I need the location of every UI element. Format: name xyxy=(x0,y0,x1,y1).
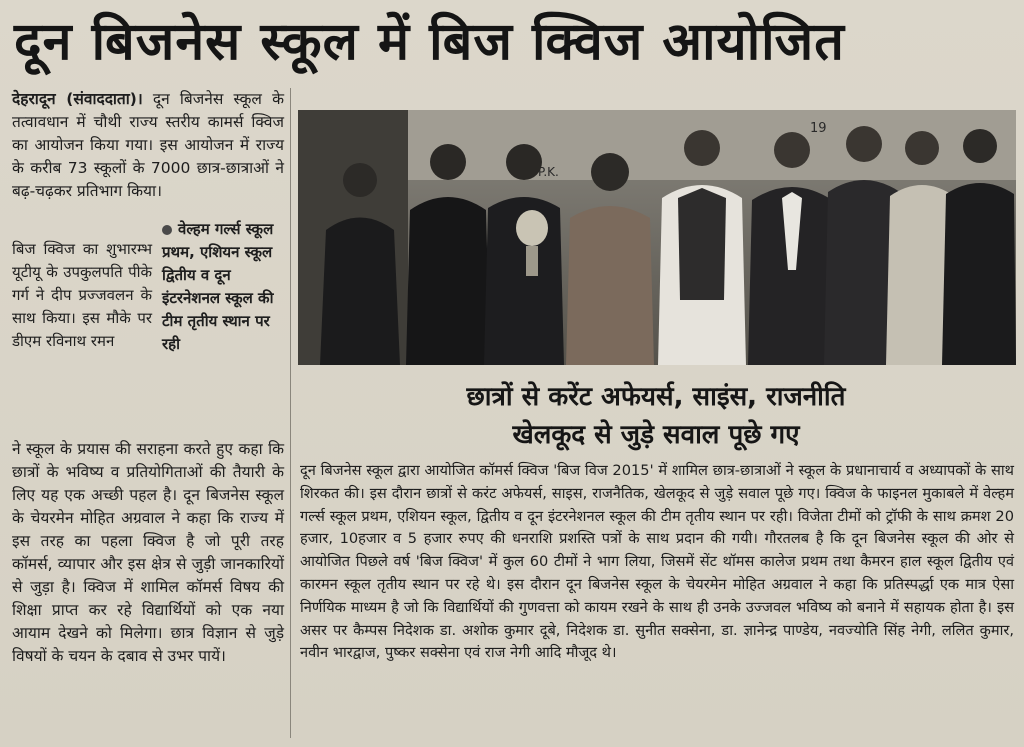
event-photo xyxy=(298,110,1016,365)
dateline: देहरादून (संवाददाता)। xyxy=(12,90,143,108)
banner-text-2: P.K. xyxy=(538,165,559,179)
lead-text: दून बिजनेस स्कूल के तत्वावधान में चौथी राज्य स्तरीय कामर्स क्विज का आयोजन किया गया। इस आयोजन में राज्य के करीब 73 स्कूलों के 7000 छात्र-छात्राओं ने बढ़-चढ़कर प्रतिभाग किया। xyxy=(12,90,284,200)
body-paragraph: दून बिजनेस स्कूल द्वारा आयोजित कॉमर्स क्विज 'बिज विज 2015' में शामिल छात्र-छात्राओं ने स्कूल के प्रधानाचार्य व अध्यापकों के साथ शिरकत की। इस दौरान छात्रों से करंट अफेयर्स, साइस, राजनैतिक, खेलकूद से जुड़े सवाल पूछे गए। क्विज के फाइनल मुकाबले में वेल्हम गर्ल्स स्कूल प्रथम, एशियन स्कूल, द्वितीय व दून इंटरनेशनल स्कूल की टीम तृतीय स्थान पर रही। विजेता टीमों को ट्रॉफी के साथ क्रमश 20 हजार, 10हजार व 5 हजार रुपए की धनराशि प्रशस्ति पत्रों के साथ प्रदान की गयी। गौरतलब है कि दून बिजनेस स्कूल की ओर से आयोजित पिछले वर्ष 'बिज क्विज' में कुल 60 टीमों ने भाग लिया, जिसमें सेंट थॉमस कालेज प्रथम तथा कैमरन हाल स्कूल द्वितीय एवं कारमन स्कूल तृतीय स्थान पर रहे थे। इस दौरान दून बिजनेस स्कूल के चेयरमेन मोहित अग्रवाल ने कहा कि प्रतिस्पर्द्धा एक मात्र ऐसा निर्णयिक माध्यम है जो कि विद्यार्थियों की गुणवत्ता को कायम रखने के साथ ही उनके उज्जवल भविष्य को बनाने में सहायक होता है। इस असर पर कैम्पस निदेशक डा. अशोक कुमार दूबे, निदेशक डा. सुनीत सक्सेना, डा. ज्ञानेन्द्र पाण्डेय, नवज्योति सिंह नेगी, ललित कुमार, नवीन भारद्वाज, पुष्कर सक्सेना एवं राज नेगी आदि मौजूद थे। xyxy=(300,462,1014,662)
left-bottom-paragraph: ने स्कूल के प्रयास की सराहना करते हुए कहा कि छात्रों के भविष्य व प्रतियोगिताओं की तैयारी के लिए यह एक अच्छी पहल है। दून बिजनेस स्कूल के चेयरमेन मोहित अग्रवाल ने कहा कि राज्य में इस तरह का पहला क्विज है जो पूरी तरह कॉमर्स, व्यापार और इस क्षेत्र से जुड़ी जानकारियों से जुड़ा है। क्विज में शामिल कॉमर्स विषय की शिक्षा प्राप्त कर रहे विद्यार्थियों को एक नया आयाम देखने को मिलेगा। छात्र विज्ञान से जुड़े विषयों के चयन के दबाव से उभर पायें। xyxy=(12,440,284,665)
left-narrow-paragraph: बिज क्विज का शुभारम्भ यूटीयू के उपकुलपति पीके गर्ग ने दीप प्रज्जवलन के साथ किया। इस मौके पर डीएम रविनाथ रमन xyxy=(12,240,152,350)
highlight-box xyxy=(162,218,286,356)
lead-paragraph xyxy=(12,88,284,203)
banner-text-1: 19 xyxy=(810,121,827,136)
subheading-line-1: छात्रों से करेंट अफेयर्स, साइंस, राजनीति xyxy=(466,382,846,412)
photo-illustration xyxy=(298,110,1016,365)
column-divider xyxy=(290,88,291,738)
highlight-text: वेल्हम गर्ल्स स्कूल प्रथम, एशियन स्कूल द्वितीय व दून इंटरनेशनल स्कूल की टीम तृतीय स्थान पर रही xyxy=(162,220,274,353)
bullet-icon xyxy=(162,225,172,235)
subheading-line-2: खेलकूद से जुड़े सवाल पूछे गए xyxy=(512,420,800,450)
subheading xyxy=(296,378,1016,460)
headline: दून बिजनेस स्कूल में बिज क्विज आयोजित xyxy=(14,12,845,72)
